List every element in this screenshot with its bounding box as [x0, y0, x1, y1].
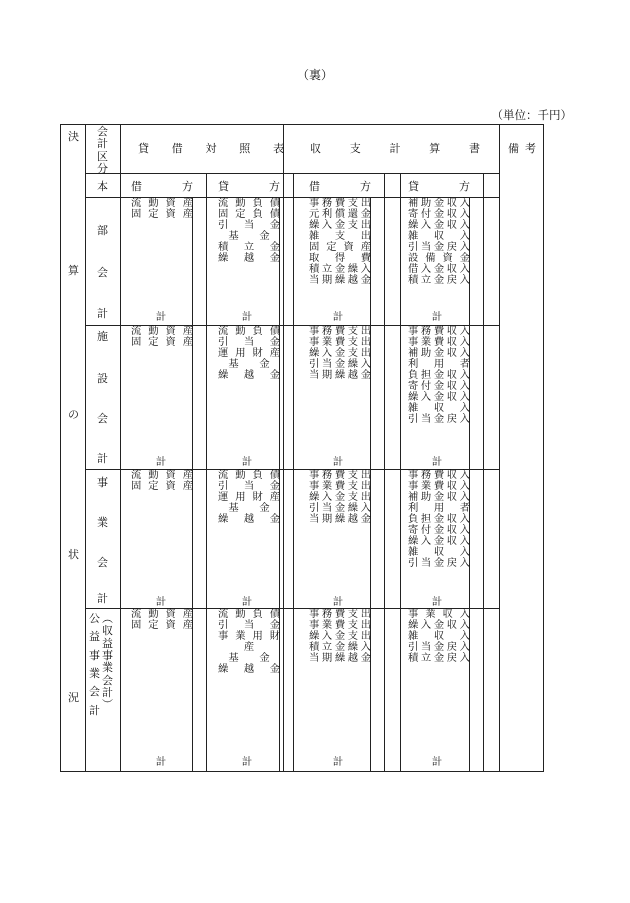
section-4-is-debit-list [309, 609, 371, 664]
bs-credit-heading-char: 貸 [218, 180, 229, 193]
unit-label: （単位：千円） [491, 108, 572, 122]
list-item: 設 備 資 金 [408, 252, 470, 264]
list-item: 繰 入 金 支 出 [309, 347, 371, 359]
section-3-name-2: 業 [97, 516, 108, 529]
list-item: 流 動 負 債 [218, 197, 280, 209]
list-item: 基 金 [228, 358, 270, 370]
list-item: 流 動 負 債 [218, 469, 280, 481]
list-item: 当 期 繰 越 金 [309, 513, 371, 525]
list-item: 繰 越 金 [218, 252, 280, 264]
income-statement-heading-char: 計 [389, 142, 401, 155]
list-item: 当 期 繰 越 金 [309, 274, 371, 286]
section-2-bs-debit-total: 計 [155, 456, 167, 468]
section-3-bs-debit-list [131, 470, 193, 492]
list-item: 引 当 金 [218, 480, 280, 492]
list-item: 雑 収 入 [408, 546, 470, 558]
left-column-char-1: 算 [68, 264, 79, 277]
section-1-bs-credit-list [218, 198, 280, 264]
list-item: 運 用 財 産 [218, 347, 280, 359]
balance-sheet-heading-char: 表 [273, 142, 284, 155]
section-4-name-inner-char: 事 [102, 648, 113, 662]
section-4-name-inner-char: 計 [102, 685, 113, 699]
list-item: 流 動 負 債 [218, 608, 280, 620]
list-item: 積 立 金 戻 入 [408, 274, 470, 286]
list-item: 積 立 金 [218, 241, 280, 253]
page-title: （裏） [296, 68, 333, 82]
list-item: 繰 入 金 収 入 [408, 535, 470, 547]
section-3-name-3: 会 [97, 556, 108, 569]
list-item: 固 定 資 産 [131, 208, 193, 220]
section-4-name-inner-char: 会 [102, 673, 113, 687]
section-1-bs-credit-total: 計 [241, 311, 253, 323]
list-item: 事 務 費 支 出 [309, 469, 371, 481]
is-debit-heading-char: 借 [309, 180, 320, 193]
list-item: 繰 入 金 収 入 [408, 219, 470, 231]
list-item: 事 務 費 支 出 [309, 608, 371, 620]
remarks-heading-char: 備 [508, 142, 519, 155]
list-item: 引 当 金 [218, 619, 280, 631]
list-item: 事 業 費 支 出 [309, 336, 371, 348]
income-statement-heading-char: 算 [429, 142, 441, 155]
list-item: 事 務 費 収 入 [408, 325, 470, 337]
list-item: 繰 越 金 [218, 513, 280, 525]
list-item: 雑 収 入 [408, 230, 470, 242]
section-4-name-outer-char: 会 [89, 685, 100, 699]
list-item: 事 業 用 財 [218, 630, 280, 642]
list-item: 事 務 費 支 出 [309, 325, 371, 337]
income-statement-heading-char: 書 [469, 142, 480, 155]
balance-sheet-heading-char: 対 [205, 142, 217, 155]
section-4-bs-credit-list [218, 609, 280, 675]
left-column-char-4: 況 [68, 691, 79, 704]
section-2-is-credit-list [408, 326, 470, 425]
income-statement-heading [310, 143, 480, 155]
list-item: 流 動 負 債 [218, 325, 280, 337]
section-2-name-3: 会 [97, 412, 108, 425]
income-statement-heading-char: 収 [310, 142, 321, 155]
list-item: 当 期 繰 越 金 [309, 369, 371, 381]
list-item: 固 定 負 債 [218, 208, 280, 220]
section-3-bs-credit-total: 計 [241, 596, 253, 608]
list-item: 事 業 費 支 出 [309, 480, 371, 492]
list-item: 流 動 資 産 [131, 608, 193, 620]
section-3-is-credit-list [408, 470, 470, 569]
is-credit-heading-char: 方 [459, 180, 470, 193]
section-1-name-top: 本 [97, 180, 108, 193]
section-3-total-label: 計 [97, 592, 108, 605]
section-4-name-inner [102, 613, 113, 712]
kaikei-kubun-label [97, 126, 108, 175]
section-1-is-credit-total: 計 [431, 311, 443, 323]
section-2-bs-credit-list [218, 326, 280, 381]
list-item: 事 務 費 収 入 [408, 469, 470, 481]
section-3-is-credit-total: 計 [431, 596, 443, 608]
list-item: 引 当 金 戻 入 [408, 557, 470, 569]
section-4-bs-debit-total: 計 [155, 756, 167, 768]
remarks-heading-char: 考 [525, 142, 536, 155]
list-item: 補 助 金 収 入 [408, 491, 470, 503]
list-item: 補 助 金 収 入 [408, 197, 470, 209]
list-item: 補 助 金 収 入 [408, 347, 470, 359]
is-debit-heading-char: 方 [360, 180, 371, 193]
section-4-is-credit-list [408, 609, 470, 664]
kaikei-kubun-char: 分 [97, 161, 108, 175]
bs-credit-heading-char: 方 [269, 180, 280, 193]
left-column-char-2: の [68, 408, 79, 421]
section-1-total-label: 計 [97, 307, 108, 320]
section-2-is-credit-total: 計 [431, 456, 443, 468]
section-3-bs-debit-total: 計 [155, 596, 167, 608]
list-item: 負 担 金 収 入 [408, 513, 470, 525]
is-debit-heading [309, 181, 371, 193]
list-item: 引 当 金 戻 入 [408, 641, 470, 653]
section-4-is-debit-total: 計 [332, 756, 344, 768]
list-item: 雑 収 入 [408, 630, 470, 642]
section-2-name-2: 設 [97, 372, 108, 385]
list-item: 積 立 金 繰 入 [309, 641, 371, 653]
section-4-name-inner-char: 収 [102, 624, 113, 638]
section-1-is-debit-total: 計 [332, 311, 344, 323]
remarks-heading [508, 143, 536, 155]
section-1-bs-debit-total: 計 [155, 311, 167, 323]
list-item: 固 定 資 産 [131, 480, 193, 492]
section-1-bs-debit-list [131, 198, 193, 220]
list-item: 積 立 金 繰 入 [309, 263, 371, 275]
section-2-total-label: 計 [97, 452, 108, 465]
section-4-name-outer-char: 業 [89, 666, 100, 680]
list-item: 固 定 資 産 [131, 336, 193, 348]
section-2-bs-credit-total: 計 [241, 456, 253, 468]
list-item: 当 期 繰 越 金 [309, 652, 371, 664]
bs-credit-heading [218, 181, 280, 193]
list-item: 引 当 金 繰 入 [309, 502, 371, 514]
section-2-bs-debit-list [131, 326, 193, 348]
list-item: 取 得 費 [309, 252, 371, 264]
section-4-bs-credit-total: 計 [241, 756, 253, 768]
list-item: 引 当 金 [218, 219, 280, 231]
section-3-name-1: 事 [97, 476, 108, 489]
list-item: 引 当 金 繰 入 [309, 358, 371, 370]
section-4-is-credit-total: 計 [431, 756, 443, 768]
list-item: 引 当 金 戻 入 [408, 241, 470, 253]
list-item: 元 利 償 還 金 [309, 208, 371, 220]
balance-sheet-heading-char: 照 [239, 142, 251, 155]
settlement-table [60, 124, 544, 772]
list-item: 繰 入 金 支 出 [309, 630, 371, 642]
section-1-is-credit-list [408, 198, 470, 286]
section-1-is-debit-list [309, 198, 371, 286]
kaikei-kubun-char: 会 [97, 125, 108, 138]
section-4-name-inner-char: ︶ [102, 698, 113, 712]
section-4-name-inner-char: 業 [102, 661, 113, 675]
list-item: 事 業 費 支 出 [309, 619, 371, 631]
kessan-label: 決 [68, 130, 79, 143]
section-1-name-2: 会 [97, 266, 108, 279]
list-item: 事 業 費 収 入 [408, 480, 470, 492]
list-item: 利 用 者 [408, 502, 470, 514]
list-item: 運 用 財 産 [218, 491, 280, 503]
list-item: 固 定 資 産 [309, 241, 371, 253]
list-item: 雑 支 出 [309, 230, 371, 242]
list-item: 利 用 者 [408, 358, 470, 370]
list-item: 固 定 資 産 [131, 619, 193, 631]
list-item: 借 入 金 収 入 [408, 263, 470, 275]
list-item: 繰 入 金 支 出 [309, 491, 371, 503]
list-item: 流 動 資 産 [131, 325, 193, 337]
section-4-name-outer-char: 計 [89, 703, 100, 717]
list-item: 引 当 金 [218, 336, 280, 348]
income-statement-heading-char: 支 [349, 142, 361, 155]
section-3-bs-credit-list [218, 470, 280, 525]
section-4-name-outer-char: 公 [89, 612, 100, 625]
list-item: 事 業 費 収 入 [408, 336, 470, 348]
list-item: 寄 付 金 収 入 [408, 208, 470, 220]
section-2-name-1: 施 [97, 330, 108, 343]
section-3-is-debit-list [309, 470, 371, 525]
list-item: 事 務 費 支 出 [309, 197, 371, 209]
left-column-char-3: 状 [68, 548, 79, 561]
section-3-is-debit-total: 計 [332, 596, 344, 608]
list-item: 繰 入 金 支 出 [309, 219, 371, 231]
balance-sheet-heading-char: 借 [171, 142, 183, 155]
section-4-name-inner-char: 益 [102, 636, 113, 650]
bs-debit-heading [131, 181, 193, 193]
list-item: 事 業 収 入 [408, 608, 470, 620]
list-item: 雑 収 入 [408, 402, 470, 414]
section-2-is-debit-total: 計 [332, 456, 344, 468]
list-item: 基 金 [228, 502, 270, 514]
section-4-name-outer-char: 事 [89, 648, 100, 662]
balance-sheet-heading [138, 143, 284, 155]
kaikei-kubun-char: 計 [97, 137, 108, 151]
list-item: 寄 付 金 収 入 [408, 524, 470, 536]
list-item: 産 [243, 641, 255, 653]
section-2-is-debit-list [309, 326, 371, 381]
kaikei-kubun-char: 区 [97, 149, 108, 163]
list-item: 積 立 金 戻 入 [408, 652, 470, 664]
list-item: 繰 越 金 [218, 663, 280, 675]
section-4-name-inner-char: ︵ [102, 612, 113, 625]
list-item: 寄 付 金 収 入 [408, 380, 470, 392]
bs-debit-heading-char: 借 [131, 180, 142, 193]
is-credit-heading [408, 181, 470, 193]
list-item: 基 金 [228, 230, 270, 242]
list-item: 引 当 金 戻 入 [408, 413, 470, 425]
list-item: 流 動 資 産 [131, 469, 193, 481]
list-item: 基 金 [228, 652, 270, 664]
is-credit-heading-char: 貸 [408, 180, 419, 193]
section-4-name-outer-char: 益 [89, 630, 100, 644]
list-item: 流 動 資 産 [131, 197, 193, 209]
section-1-name-1: 部 [97, 224, 108, 237]
section-4-name-outer [89, 613, 100, 717]
bs-debit-heading-char: 方 [182, 180, 193, 193]
list-item: 負 担 金 収 入 [408, 369, 470, 381]
list-item: 繰 越 金 [218, 369, 280, 381]
list-item: 繰 入 金 収 入 [408, 619, 470, 631]
balance-sheet-heading-char: 貸 [138, 142, 149, 155]
section-4-bs-debit-list [131, 609, 193, 631]
list-item: 繰 入 金 収 入 [408, 391, 470, 403]
